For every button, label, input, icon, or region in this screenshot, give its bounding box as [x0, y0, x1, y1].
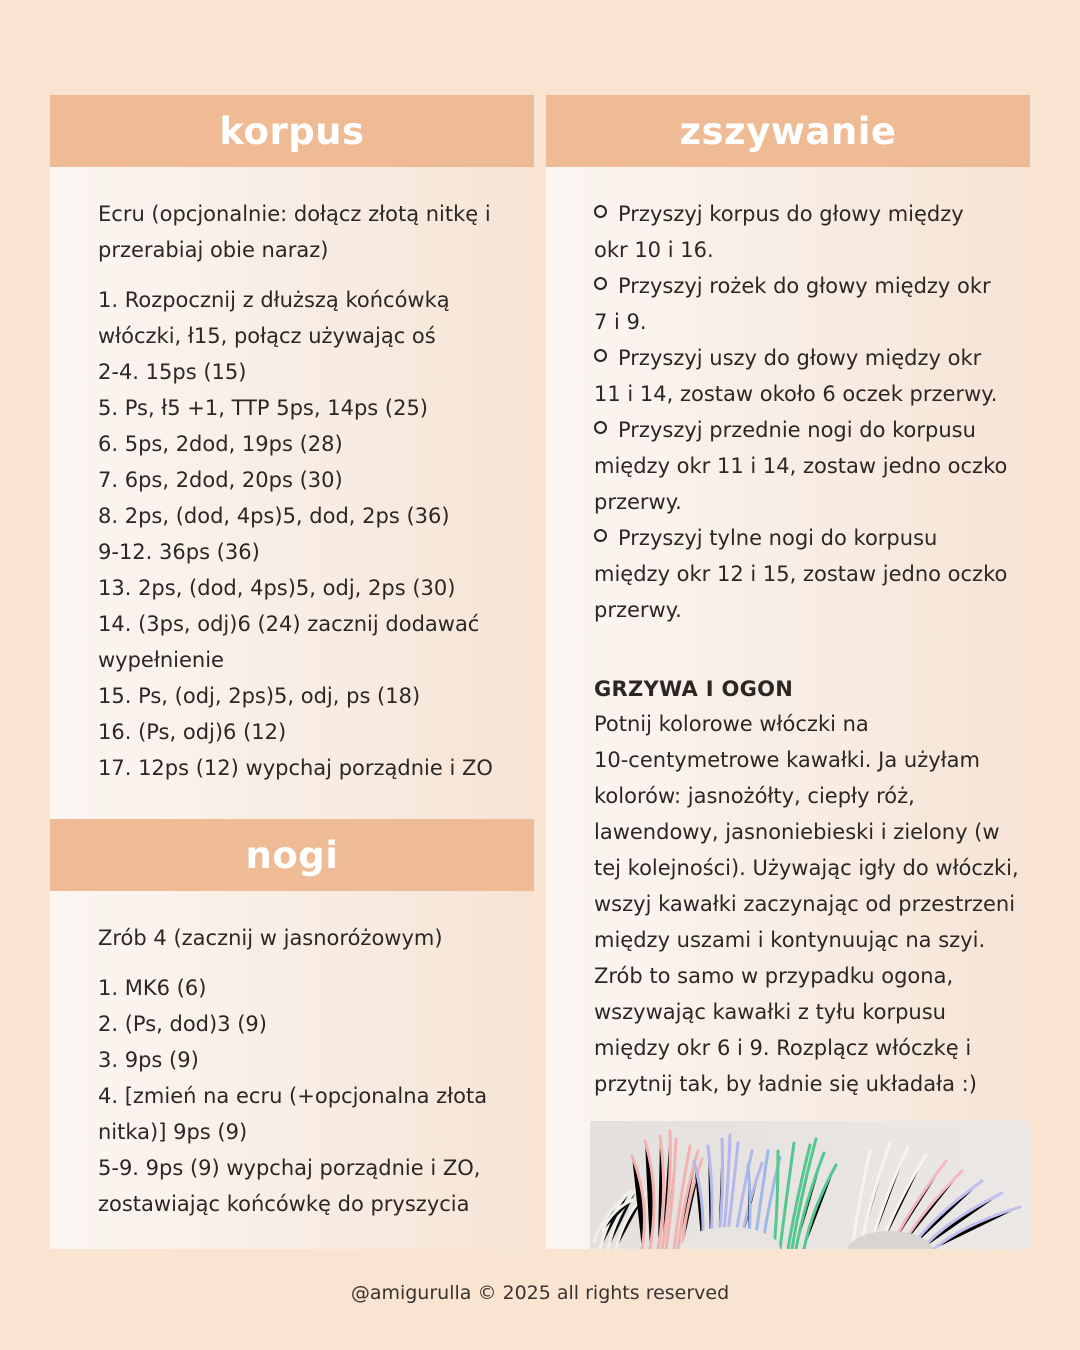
korpus-intro-line: Ecru (opcjonalnie: dołącz złotą nitkę i [98, 202, 491, 226]
zszywanie-item-cont: okr 10 i 16. [594, 238, 714, 262]
zszywanie-item-cont: 11 i 14, zostaw około 6 oczek przerwy. [594, 382, 998, 406]
nogi-round: nitka)] 9ps (9) [98, 1120, 248, 1144]
zszywanie-item-cont: między okr 11 i 14, zostaw jedno oczko [594, 454, 1008, 478]
zszywanie-item-cont: przerwy. [594, 490, 682, 514]
nogi-intro: Zrób 4 (zacznij w jasnoróżowym) [98, 926, 443, 950]
grzywa-line: przytnij tak, by ładnie się układała :) [594, 1072, 977, 1096]
korpus-round: 7. 6ps, 2dod, 20ps (30) [98, 468, 343, 492]
grzywa-line: Potnij kolorowe włóczki na [594, 712, 869, 736]
circle-bullet-icon [594, 196, 618, 232]
korpus-round: 17. 12ps (12) wypchaj porządnie i ZO [98, 756, 493, 780]
nogi-round: 5-9. 9ps (9) wypchaj porządnie i ZO, [98, 1156, 481, 1180]
zszywanie-item: Przyszyj przednie nogi do korpusu [594, 412, 1014, 448]
zszywanie-title: zszywanie [679, 109, 897, 153]
korpus-round: 5. Ps, ł5 +1, TTP 5ps, 14ps (25) [98, 396, 428, 420]
nogi-round: 1. MK6 (6) [98, 976, 207, 1000]
korpus-round: wypełnienie [98, 648, 224, 672]
circle-bullet-icon [594, 412, 618, 448]
korpus-round: 9-12. 36ps (36) [98, 540, 260, 564]
korpus-instructions [98, 196, 518, 786]
zszywanie-instructions [594, 196, 1014, 628]
grzywa-line: wszywając kawałki z tyłu korpusu [594, 1000, 946, 1024]
korpus-intro-line: przerabiaj obie naraz) [98, 238, 329, 262]
copyright-footer: @amigurulla © 2025 all rights reserved [350, 1282, 730, 1304]
yarn-tassels-photo [590, 1121, 1030, 1249]
grzywa-line: między okr 6 i 9. Rozplącz włóczkę i [594, 1036, 972, 1060]
grzywa-line: Zrób to samo w przypadku ogona, [594, 964, 954, 988]
korpus-round: 14. (3ps, odj)6 (24) zacznij dodawać [98, 612, 480, 636]
zszywanie-item: Przyszyj tylne nogi do korpusu [594, 520, 1014, 556]
korpus-round: 13. 2ps, (dod, 4ps)5, odj, 2ps (30) [98, 576, 456, 600]
grzywa-line: 10-centymetrowe kawałki. Ja użyłam [594, 748, 980, 772]
korpus-title: korpus [219, 109, 365, 153]
nogi-round: 2. (Ps, dod)3 (9) [98, 1012, 267, 1036]
nogi-round: zostawiając końcówkę do pryszycia [98, 1192, 470, 1216]
korpus-header [50, 95, 534, 167]
zszywanie-item-cont: przerwy. [594, 598, 682, 622]
zszywanie-item-cont: między okr 12 i 15, zostaw jedno oczko [594, 562, 1008, 586]
circle-bullet-icon [594, 520, 618, 556]
circle-bullet-icon [594, 340, 618, 376]
nogi-title: nogi [245, 833, 339, 877]
korpus-round: 1. Rozpocznij z dłuższą końcówką [98, 288, 450, 312]
korpus-round: włóczki, ł15, połącz używając oś [98, 324, 436, 348]
grzywa-line: lawendowy, jasnoniebieski i zielony (w [594, 820, 1000, 844]
grzywa-line: kolorów: jasnożółty, ciepły róż, [594, 784, 915, 808]
zszywanie-item: Przyszyj korpus do głowy między [594, 196, 1014, 232]
nogi-round: 4. [zmień na ecru (+opcjonalna złota [98, 1084, 488, 1108]
zszywanie-item: Przyszyj uszy do głowy między okr [594, 340, 1014, 376]
zszywanie-header [546, 95, 1030, 167]
zszywanie-item-cont: 7 i 9. [594, 310, 647, 334]
korpus-round: 15. Ps, (odj, 2ps)5, odj, ps (18) [98, 684, 421, 708]
circle-bullet-icon [594, 268, 618, 304]
nogi-header [50, 819, 534, 891]
grzywa-instructions [594, 706, 1019, 1102]
grzywa-line: między uszami i kontynuując na szyi. [594, 928, 986, 952]
korpus-round: 8. 2ps, (dod, 4ps)5, dod, 2ps (36) [98, 504, 450, 528]
korpus-round: 2-4. 15ps (15) [98, 360, 247, 384]
korpus-round: 16. (Ps, odj)6 (12) [98, 720, 287, 744]
grzywa-line: wszyj kawałki zaczynając od przestrzeni [594, 892, 1016, 916]
nogi-round: 3. 9ps (9) [98, 1048, 199, 1072]
zszywanie-item: Przyszyj rożek do głowy między okr [594, 268, 1014, 304]
korpus-round: 6. 5ps, 2dod, 19ps (28) [98, 432, 343, 456]
nogi-instructions [98, 920, 518, 1222]
grzywa-heading: GRZYWA I OGON [594, 677, 794, 701]
grzywa-line: tej kolejności). Używając igły do włóczki, [594, 856, 1019, 880]
